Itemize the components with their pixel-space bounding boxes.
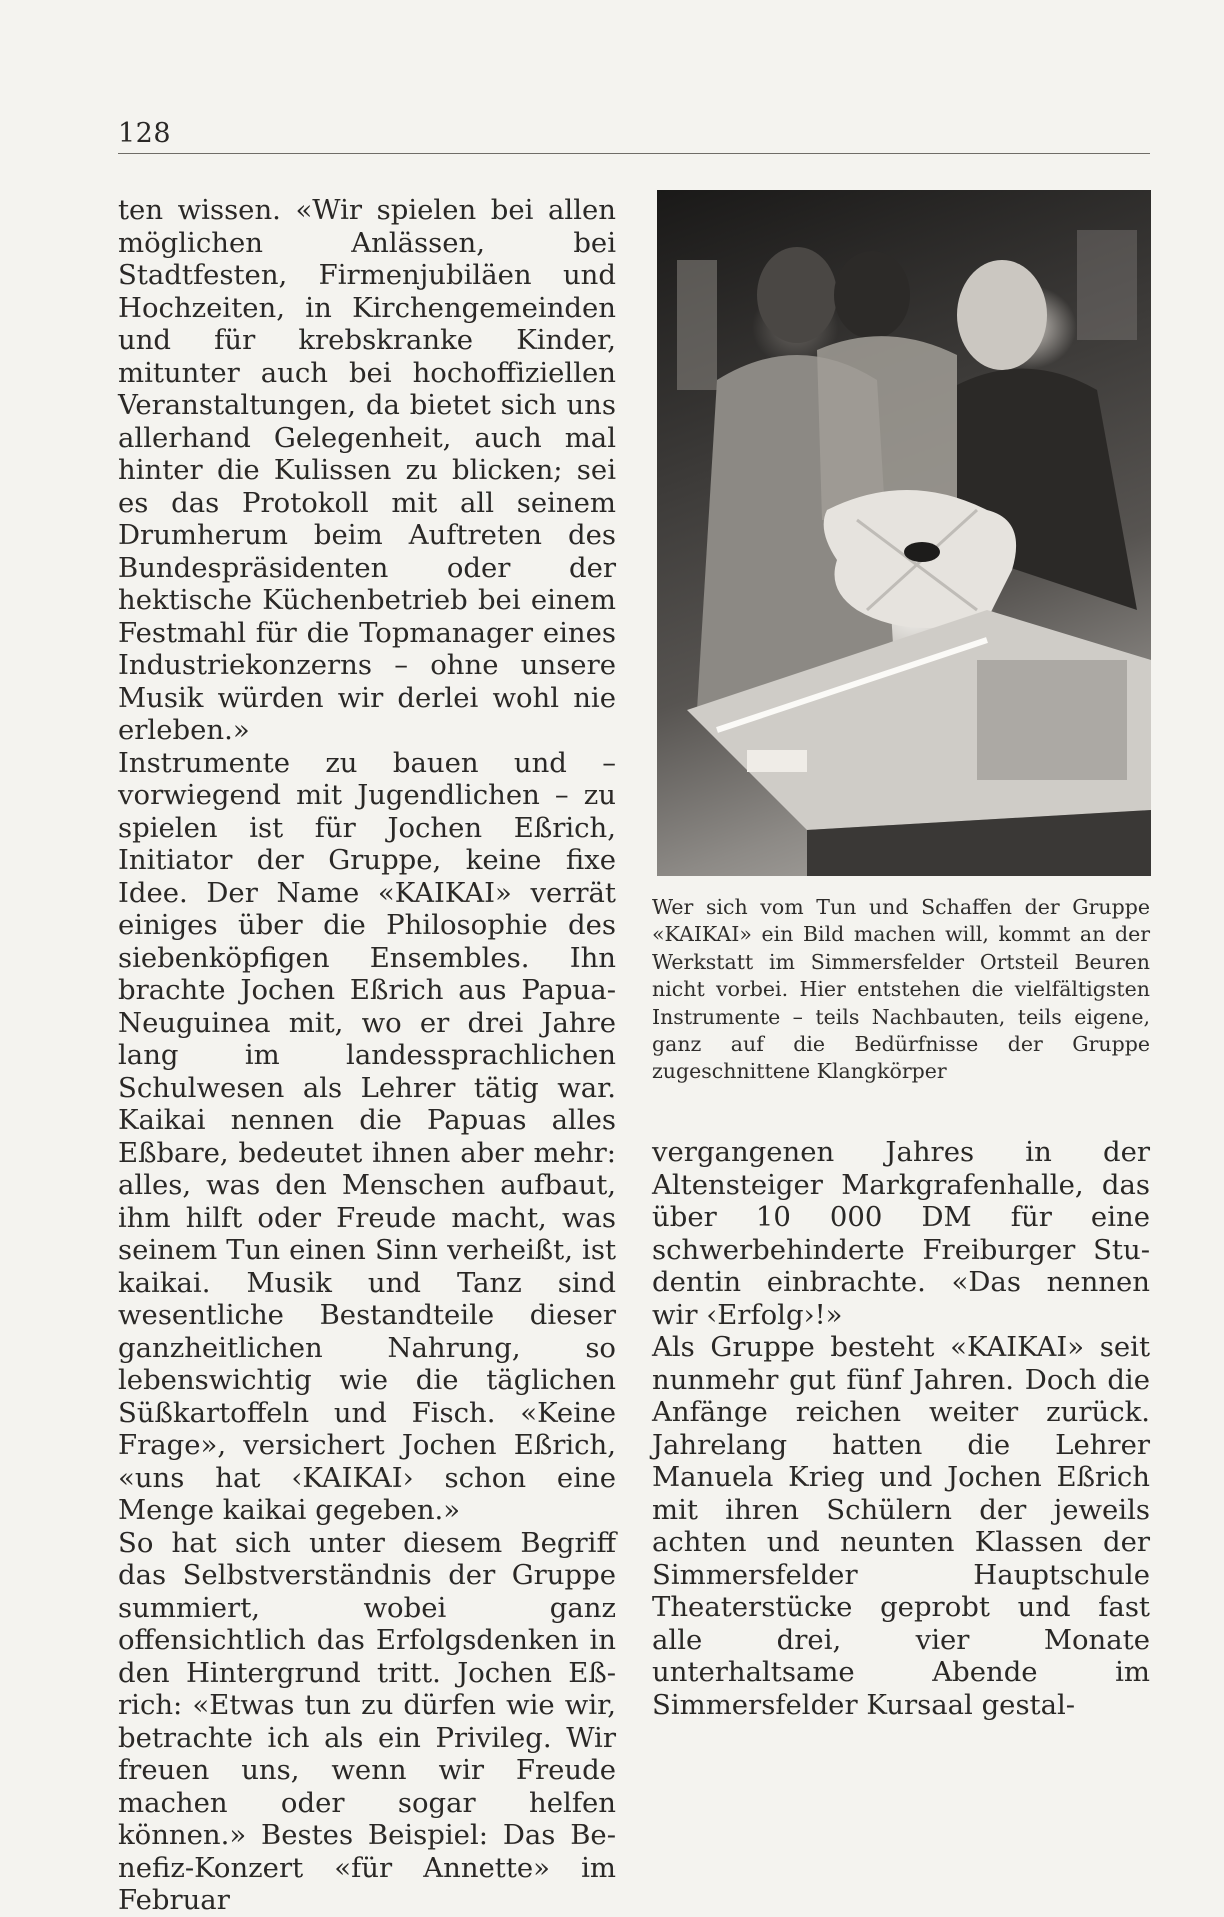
paragraph: So hat sich unter diesem Begriff das Selbstverständnis der Gruppe summiert, wobei ganz offensichtlich das Erfolgsdenken in den Hintergrund tritt. Jochen Eßrich: «Etwas tun zu dürfen wie wir, betrachte ich als ein Privileg. Wir freuen uns, wenn wir Freude machen oder sogar helfen können.» Bestes Beispiel: Das Benefiz-Konzert «für Annette» im Februar <box>118 1526 616 1916</box>
workshop-photo <box>657 190 1151 876</box>
paragraph: Instrumente zu bauen und – vorwiegend mit Jugendlichen – zu spielen ist für Jochen Eßrich, Initiator der Gruppe, keine fixe Idee. Der Name «KAIKAI» verrät einiges über die Philosophie des siebenköpfigen Ensembles. Ihn brachte Jochen Eßrich aus Papua-Neuguinea mit, wo er drei Jahre lang im landessprachlichen Schulwesen als Lehrer tätig war. Kaikai nennen die Papuas alles Eßbare, bedeutet ihnen aber mehr: alles, was den Menschen aufbaut, ihm hilft oder Freude macht, was seinem Tun einen Sinn verheißt, ist kaikai. Musik und Tanz sind wesentliche Bestandteile dieser ganzheitlichen Nahrung, so lebenswichtig wie die täglichen Süßkartoffeln und Fisch. «Keine Frage», versichert Jochen Eßrich, «uns hat ‹KAIKAI› schon eine Menge kaikai gegeben.» <box>118 746 616 1526</box>
header-rule <box>118 153 1150 154</box>
text-column-right <box>652 1136 1150 1721</box>
paragraph: Als Gruppe besteht «KAIKAI» seit nunmehr gut fünf Jahren. Doch die Anfänge reichen weiter zurück. Jahrelang hatten die Lehrer Manuela Krieg und Jochen Eßrich mit ihren Schülern der jeweils achten und neunten Klassen der Simmersfelder Hauptschule Theaterstücke geprobt und fast alle drei, vier Monate unterhaltsame Abende im Simmersfelder Kursaal gestal- <box>652 1331 1150 1721</box>
figure-caption: Wer sich vom Tun und Schaffen der Gruppe «KAIKAI» ein Bild machen will, kommt an der Werkstatt im Simmersfelder Ortsteil Beuren nicht vorbei. Hier entstehen die vielfältigsten Instrumente – teils Nachbauten, teils eigene, ganz auf die Bedürfnisse der Gruppe zugeschnittene Klangkörper <box>652 895 1150 1084</box>
paragraph: ten wissen. «Wir spielen bei allen möglichen Anlässen, bei Stadtfesten, Firmenjubiläen und Hochzeiten, in Kirchengemeinden und für krebskranke Kinder, mitunter auch bei hochoffiziellen Veranstaltungen, da bietet sich uns allerhand Gelegenheit, auch mal hinter die Kulissen zu blicken; sei es das Protokoll mit all seinem Drumherum beim Auftreten des Bundespräsidenten oder der hektische Küchenbetrieb bei einem Festmahl für die Topmanager eines Industriekonzerns – ohne unsere Musik würden wir derlei wohl nie erleben.» <box>118 194 616 746</box>
photo-illustration <box>657 190 1151 876</box>
text-column-left <box>118 194 616 1917</box>
paragraph: vergangenen Jahres in der Altensteiger Markgrafenhalle, das über 10 000 DM für eine schwerbehinderte Freiburger Studentin einbrachte. «Das nennen wir ‹Erfolg›!» <box>652 1136 1150 1331</box>
page-number: 128 <box>118 118 172 149</box>
